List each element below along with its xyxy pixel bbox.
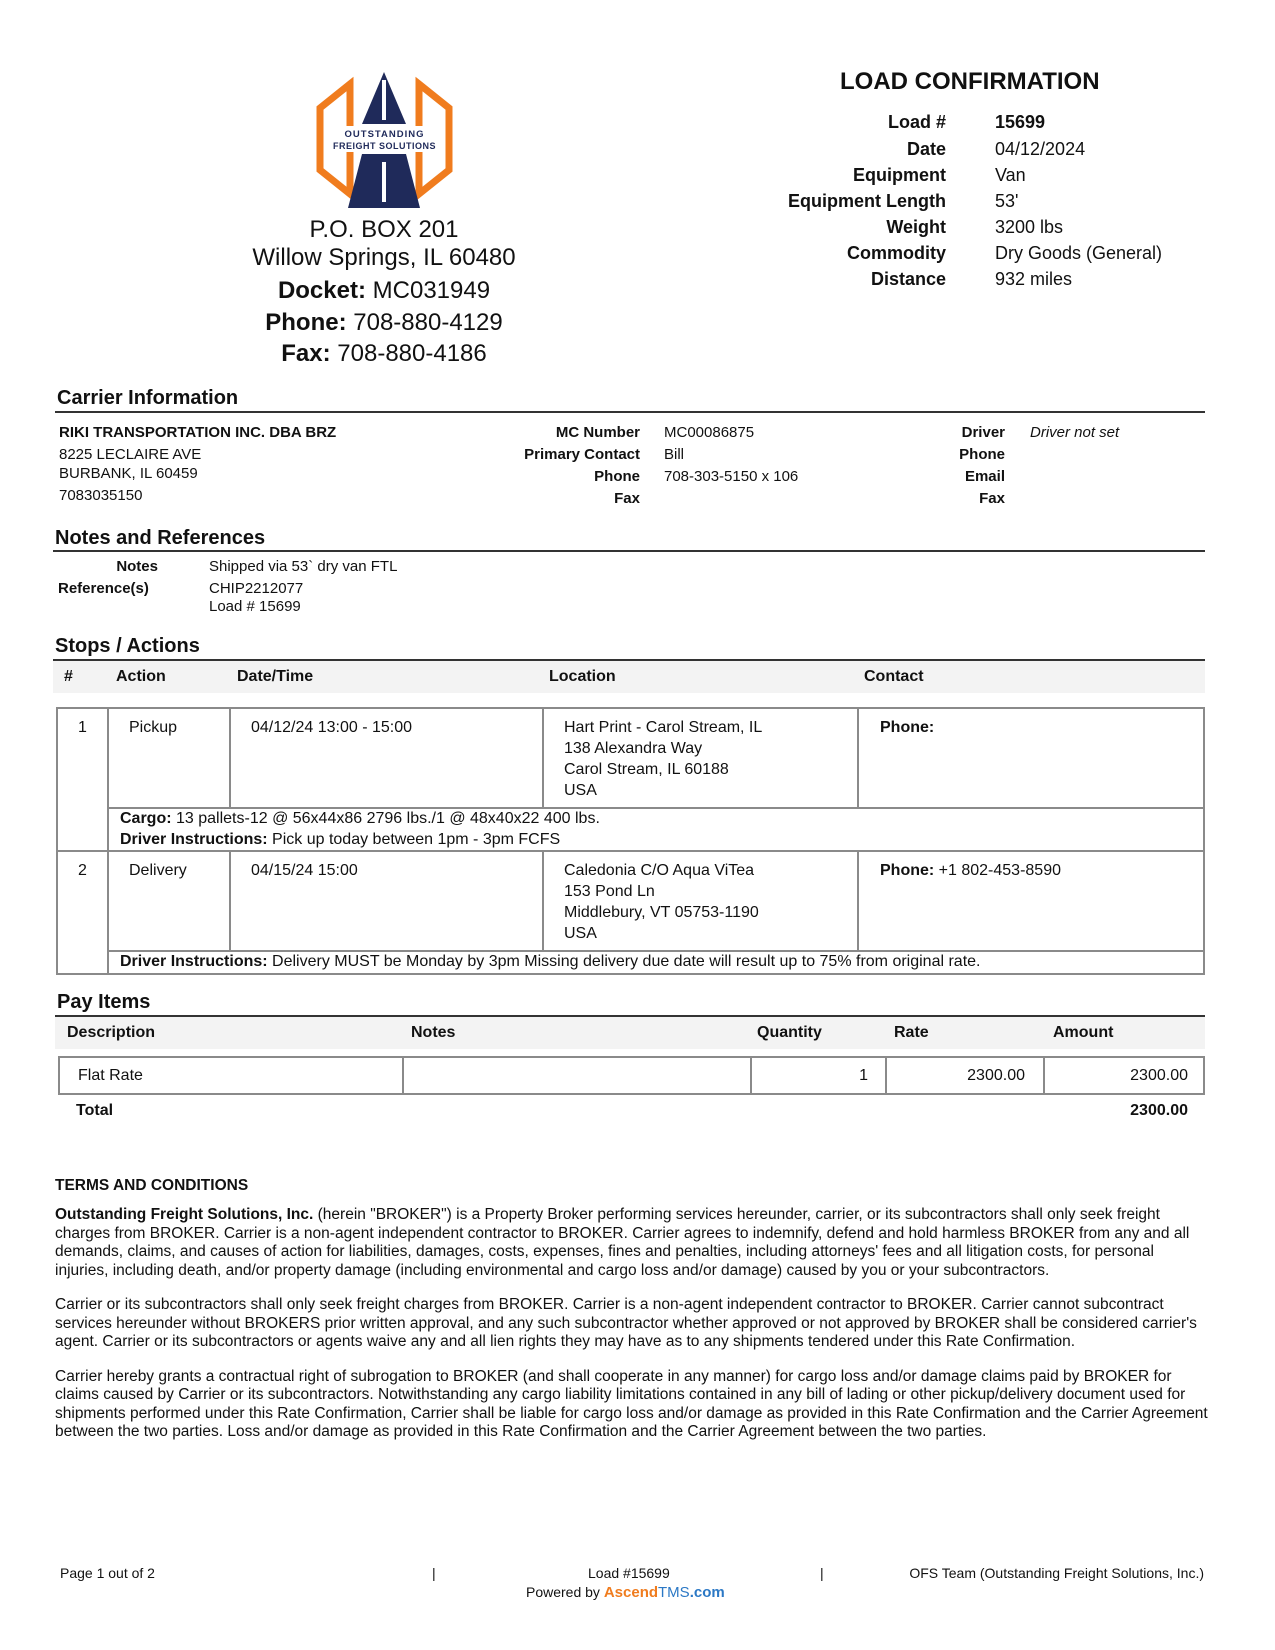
terms-heading: TERMS AND CONDITIONS xyxy=(55,1177,249,1194)
carrier-address2: BURBANK, IL 60459 xyxy=(59,465,198,482)
reference-1: CHIP2212077 xyxy=(209,580,304,597)
notes-divider xyxy=(53,550,1205,552)
location-line: Caledonia C/O Aqua ViTea xyxy=(564,862,755,879)
stop-location xyxy=(564,717,762,801)
footer-separator: | xyxy=(820,1565,824,1581)
document-title: LOAD CONFIRMATION xyxy=(840,68,1100,95)
brand-com: .com xyxy=(689,1584,725,1601)
terms-p1-text: (herein "BROKER") is a Property Broker performing services hereunder, carrier, or its subcontractors shall only seek freight charges from BROKER. Carrier is a non-agent independent contractor to BROKER. Carrier agrees to indemnify, defend and hold harmless BROKER from any and all demands, claims, and causes of action for liabilities, damages, costs, expenses, fines and penalties, including attorneys' fees and all litigation costs, for personal injuries, including death, and/or property damage (including environmental and cargo loss and/or damage) caused by you or your subcontractors. xyxy=(55,1206,1190,1279)
terms-paragraph: Carrier hereby grants a contractual right of subrogation to BROKER (and shall cooperate in any manner) for cargo loss and/or damage claims paid by BROKER for claims caused by Carrier or its subcontractors. Notwithstanding any cargo liability limitations contained in any bill of lading or other pickup/delivery document used for shipments performed under this Rate Confirmation, Carrier shall be liable for cargo loss and/or damage as provided in this Rate Confirmation and the Carrier Agreement between the two parties. Loss and/or damage as provided in this Rate Confirmation and the Carrier Agreement between the two parties. xyxy=(55,1367,1208,1440)
company-docket xyxy=(144,277,624,305)
instructions-value: Pick up today between 1pm - 3pm FCFS xyxy=(267,831,561,848)
stop-contact xyxy=(880,717,934,738)
footer-powered-by xyxy=(526,1584,725,1601)
cargo-label: Cargo: xyxy=(120,810,172,827)
reference-2: Load # 15699 xyxy=(209,598,301,615)
terms-body xyxy=(55,1206,1210,1458)
location-line: Middlebury, VT 05753-1190 xyxy=(564,904,759,921)
carrier-mc-label: MC Number xyxy=(555,424,640,441)
pay-header-notes: Notes xyxy=(411,1024,456,1041)
references-label: Reference(s) xyxy=(58,580,149,597)
carrier-address1: 8225 LECLAIRE AVE xyxy=(59,446,202,463)
summary-value: 15699 xyxy=(995,112,1046,132)
carrier-contact-label: Primary Contact xyxy=(524,446,640,463)
contact-phone-label: Phone: xyxy=(880,719,935,736)
location-line: USA xyxy=(564,925,597,942)
company-address-line2: Willow Springs, IL 60480 xyxy=(252,244,516,271)
stop-number: 2 xyxy=(78,862,87,879)
carrier-phone-value: 708-303-5150 x 106 xyxy=(664,468,799,485)
pay-total-value: 2300.00 xyxy=(1130,1102,1188,1119)
carrier-phone-label: Phone xyxy=(594,468,640,485)
stops-header-contact: Contact xyxy=(864,668,924,685)
stop-action: Pickup xyxy=(129,719,178,736)
driver-value: Driver not set xyxy=(1030,424,1120,441)
summary-label: Date xyxy=(906,139,946,159)
summary-value: 53' xyxy=(995,191,1019,211)
pay-section-title: Pay Items xyxy=(57,991,151,1013)
summary-label: Weight xyxy=(886,217,946,237)
contact-phone-label: Phone: xyxy=(880,862,935,879)
carrier-section-title: Carrier Information xyxy=(57,387,239,409)
pay-header-rate: Rate xyxy=(894,1024,929,1041)
stops-header-location: Location xyxy=(549,668,616,685)
carrier-name: RIKI TRANSPORTATION INC. DBA BRZ xyxy=(59,424,337,441)
pay-total-label: Total xyxy=(76,1102,114,1119)
location-line: Carol Stream, IL 60188 xyxy=(564,761,729,778)
summary-value: Dry Goods (General) xyxy=(995,243,1163,263)
notes-label: Notes xyxy=(116,558,158,575)
footer-team: OFS Team (Outstanding Freight Solutions, Inc.) xyxy=(909,1565,1204,1581)
summary-value: 04/12/2024 xyxy=(995,139,1086,159)
company-address-line1: P.O. BOX 201 xyxy=(309,216,459,243)
docket-label: Docket: xyxy=(277,277,366,304)
stops-header-row xyxy=(53,661,1205,693)
instructions-label: Driver Instructions: xyxy=(120,831,268,848)
phone-label: Phone: xyxy=(265,309,347,336)
location-line: Hart Print - Carol Stream, IL xyxy=(564,719,763,736)
stop-instructions xyxy=(120,829,560,850)
cargo-value: 13 pallets-12 @ 56x44x86 2796 lbs./1 @ 48x40x22 400 lbs. xyxy=(171,810,600,827)
pay-header-description: Description xyxy=(67,1024,156,1041)
docket-value: MC031949 xyxy=(372,277,491,304)
pay-header-row xyxy=(55,1017,1205,1049)
pay-header-quantity: Quantity xyxy=(757,1024,822,1041)
terms-paragraph: Carrier or its subcontractors shall only seek freight charges from BROKER. Carrier is a non-agent independent contractor to BROKER. Carrier cannot subcontract services hereunder without BROKERS prior written approval, and any such subcontractor whether approved or not approved by BROKER shall be considered carrier's agent. Carrier or its subcontractors or agents waive any and all lien rights they may have as to any shipments tendered under this Rate Confirmation. xyxy=(55,1296,1197,1350)
summary-value: 3200 lbs xyxy=(995,217,1064,237)
stop-action: Delivery xyxy=(129,862,187,879)
carrier-divider xyxy=(55,411,1205,413)
summary-label: Equipment Length xyxy=(788,191,946,211)
fax-label: Fax: xyxy=(281,340,331,367)
pay-notes-cell xyxy=(402,1056,752,1095)
footer-separator: | xyxy=(432,1565,436,1581)
terms-broker-name: Outstanding Freight Solutions, Inc. xyxy=(55,1206,314,1223)
summary-label: Load # xyxy=(887,112,946,132)
summary-label: Equipment xyxy=(853,165,946,185)
carrier-contact-value: Bill xyxy=(664,446,685,463)
footer-page: Page 1 out of 2 xyxy=(60,1565,155,1581)
fax-value: 708-880-4186 xyxy=(337,340,487,367)
pay-amount: 2300.00 xyxy=(1130,1067,1188,1084)
summary-label: Distance xyxy=(870,269,946,289)
location-line: USA xyxy=(564,782,597,799)
company-logo xyxy=(312,70,457,210)
driver-phone-label: Phone xyxy=(959,446,1005,463)
company-fax xyxy=(144,340,624,368)
instructions-value: Delivery MUST be Monday by 3pm Missing delivery due date will result up to 75% from original rate. xyxy=(267,953,981,970)
footer-load: Load #15699 xyxy=(588,1565,670,1581)
carrier-phone-plain: 7083035150 xyxy=(59,487,143,504)
stop-datetime: 04/15/24 15:00 xyxy=(251,862,358,879)
summary-label: Commodity xyxy=(847,243,946,263)
location-line: 153 Pond Ln xyxy=(564,883,655,900)
stops-header-datetime: Date/Time xyxy=(237,668,314,685)
carrier-fax-label: Fax xyxy=(614,490,640,507)
powered-by-text: Powered by xyxy=(526,1584,604,1600)
notes-section-title: Notes and References xyxy=(55,527,266,549)
contact-phone-value: +1 802-453-8590 xyxy=(934,862,1061,879)
summary-value: 932 miles xyxy=(995,269,1073,289)
phone-value: 708-880-4129 xyxy=(353,309,503,336)
logo-text-line2: FREIGHT SOLUTIONS xyxy=(333,141,436,151)
stop-number: 1 xyxy=(78,719,87,736)
driver-fax-label: Fax xyxy=(979,490,1005,507)
instructions-label: Driver Instructions: xyxy=(120,953,268,970)
stops-header-num: # xyxy=(64,668,73,685)
location-line: 138 Alexandra Way xyxy=(564,740,703,757)
stop-contact xyxy=(880,860,1061,881)
pay-rate: 2300.00 xyxy=(967,1067,1025,1084)
driver-label: Driver xyxy=(961,424,1005,441)
company-phone xyxy=(144,309,624,337)
terms-paragraph xyxy=(55,1206,1210,1280)
stops-header-action: Action xyxy=(116,668,166,685)
brand-tms: TMS xyxy=(658,1584,690,1601)
stop-location xyxy=(564,860,759,944)
stop-datetime: 04/12/24 13:00 - 15:00 xyxy=(251,719,413,736)
notes-value: Shipped via 53` dry van FTL xyxy=(209,558,398,575)
stop-cargo xyxy=(120,808,600,829)
brand-ascend: Ascend xyxy=(603,1584,659,1601)
pay-header-amount: Amount xyxy=(1053,1024,1114,1041)
logo-text-line1: OUTSTANDING xyxy=(344,129,425,140)
stop-instructions xyxy=(120,951,981,972)
stops-section-title: Stops / Actions xyxy=(55,635,200,657)
pay-description: Flat Rate xyxy=(78,1067,143,1084)
driver-email-label: Email xyxy=(964,468,1005,485)
carrier-mc-value: MC00086875 xyxy=(664,424,755,441)
pay-quantity: 1 xyxy=(859,1067,868,1084)
summary-value: Van xyxy=(995,165,1026,185)
